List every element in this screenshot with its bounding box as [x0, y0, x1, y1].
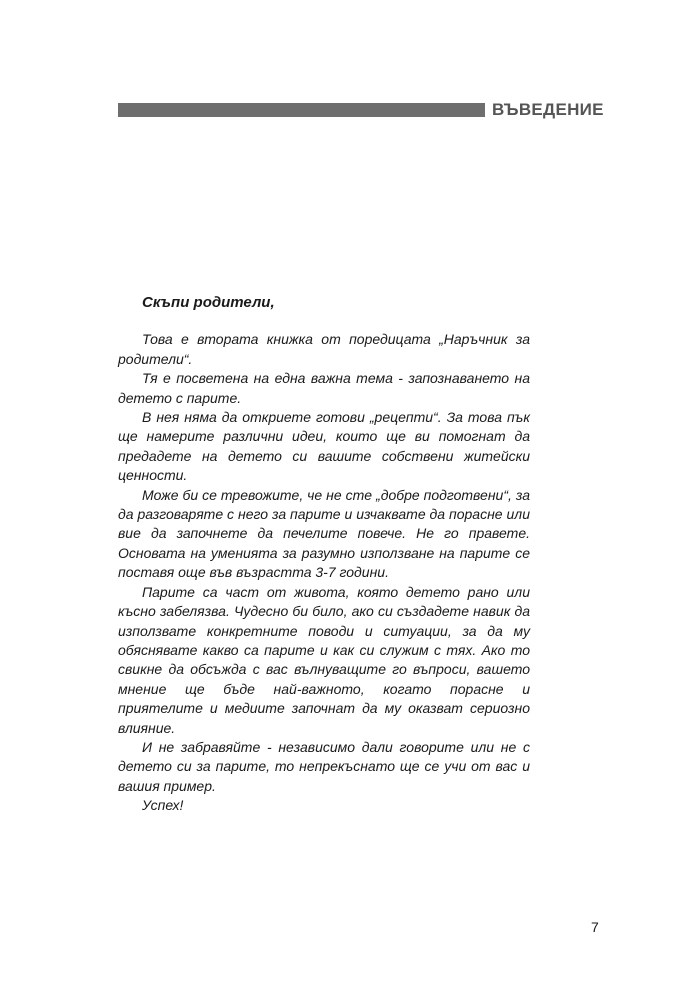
header-rule	[118, 103, 485, 117]
greeting: Скъпи родители,	[142, 294, 275, 311]
paragraph: Парите са част от живота, която детето рано или късно забелязва. Чудесно би било, ако си създадете навик да използвате конкретните поводи и ситуации, за да му обяснявате какво са парите и как си служим с тях. Ако то свикне да обсъжда с вас вълнуващите го въпроси, вашето мнение ще бъде най-важното, когато порасне и приятелите и медиите започнат да му оказват сериозно влияние.	[118, 583, 530, 736]
paragraph: В нея няма да откриете готови „рецепти“. За това пък ще намерите различни идеи, които ще ви помогнат да предадете на детето си вашите собствени житейски ценности.	[118, 409, 530, 484]
paragraph: И не забравяйте - независимо дали говорите или не с детето си за парите, то непрекъснато ще се учи от вас и вашия пример.	[118, 738, 530, 794]
letter-body	[118, 293, 530, 816]
paragraph: Тя е посветена на една важна тема - запознаването на детето с парите.	[118, 370, 530, 406]
sign-off: Успех!	[142, 797, 184, 814]
page-number: 7	[591, 919, 599, 935]
paragraph: Това е втората книжка от поредицата „Наръчник за родители“.	[118, 331, 530, 367]
paragraph: Може би се тревожите, че не сте „добре подготвени“, за да разговаряте с него за парите и изчаквате да порасне или вие да започнете да печелите повече. Не го правете. Основата на уменията за разумно използване на парите се поставя още във възрастта 3-7 години.	[118, 486, 530, 581]
chapter-title: ВЪВЕДЕНИЕ	[492, 100, 604, 119]
